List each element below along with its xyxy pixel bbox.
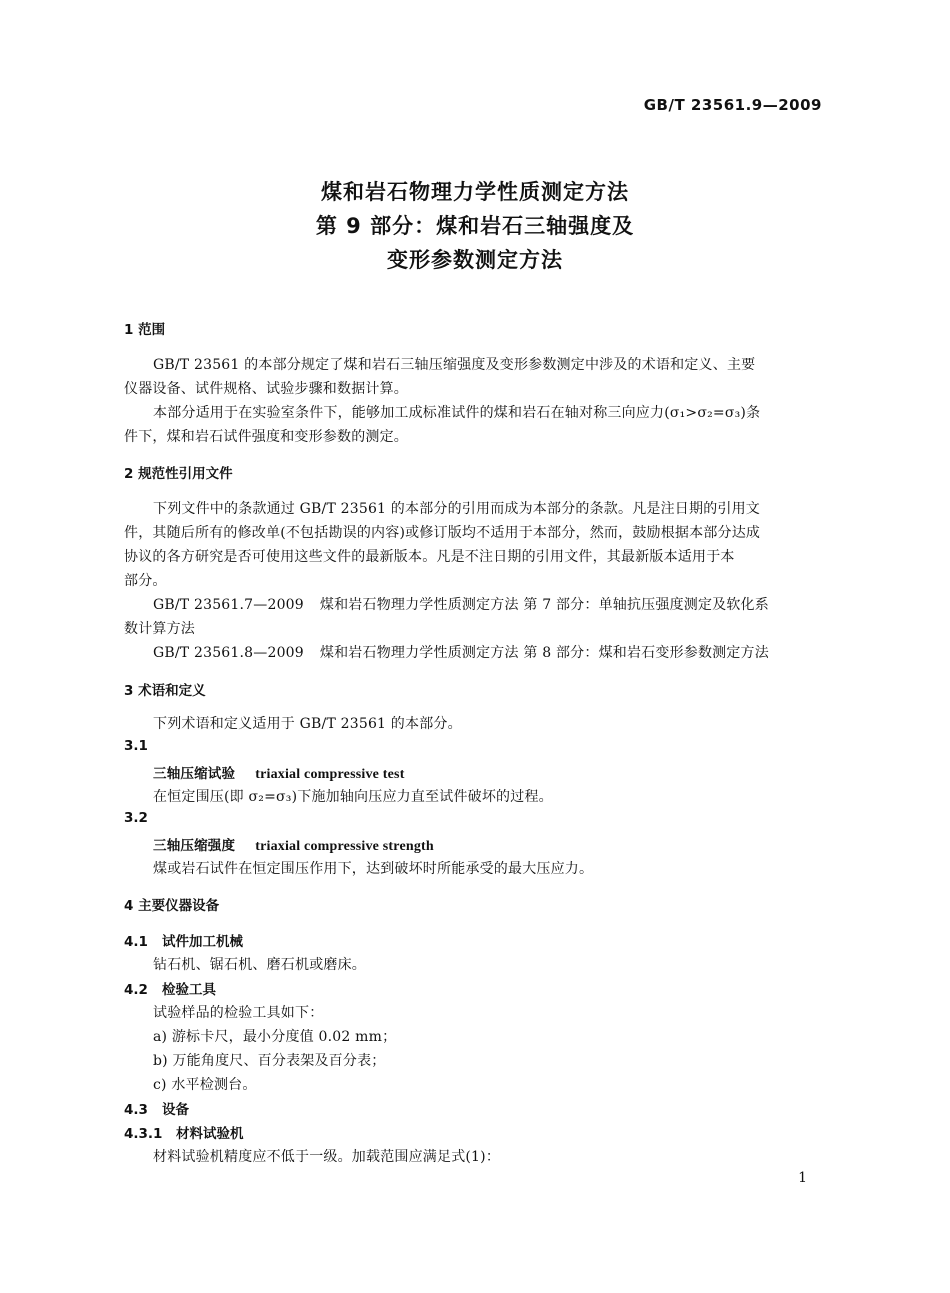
term-3-1-english: triaxial compressive test	[255, 767, 405, 782]
section-1-p2-line2: 件下，煤和岩石试件强度和变形参数的测定。	[124, 429, 408, 445]
subsection-4-2-title: 检验工具	[162, 982, 216, 998]
subsection-4-3-number: 4.3	[124, 1102, 148, 1118]
section-2-p1-line1: 下列文件中的条款通过 GB/T 23561 的本部分的引用而成为本部分的条款。凡是注日期的引用文	[153, 501, 761, 517]
section-3-intro: 下列术语和定义适用于 GB/T 23561 的本部分。	[153, 716, 462, 732]
title-line-1: 煤和岩石物理力学性质测定方法	[321, 180, 629, 204]
subsection-4-3-title: 设备	[162, 1102, 189, 1118]
term-3-1	[153, 762, 405, 783]
term-3-1-definition: 在恒定围压(即 σ₂=σ₃)下施加轴向压应力直至试件破坏的过程。	[153, 789, 553, 805]
section-4-heading: 4 主要仪器设备	[124, 898, 220, 914]
reference-1-title: 煤和岩石物理力学性质测定方法 第 7 部分：单轴抗压强度测定及软化系	[319, 597, 769, 613]
subsection-4-3	[124, 1098, 189, 1118]
title-line-3: 变形参数测定方法	[387, 248, 563, 272]
subsection-4-1-text: 钻石机、锯石机、磨石机或磨床。	[153, 957, 366, 973]
term-3-1-number: 3.1	[124, 738, 148, 754]
section-1-p1-line1: GB/T 23561 的本部分规定了煤和岩石三轴压缩强度及变形参数测定中涉及的术语和定义、主要	[153, 357, 756, 373]
subsection-4-2-intro: 试验样品的检验工具如下：	[153, 1005, 324, 1021]
reference-1	[153, 594, 769, 614]
term-3-1-chinese: 三轴压缩试验	[153, 766, 236, 782]
section-2-p1-line4: 部分。	[124, 573, 167, 589]
subsection-4-1-number: 4.1	[124, 934, 148, 950]
reference-2-code: GB/T 23561.8—2009	[153, 645, 304, 661]
term-3-2-number: 3.2	[124, 810, 148, 826]
term-3-2-definition: 煤或岩石试件在恒定围压作用下，达到破坏时所能承受的最大压应力。	[153, 861, 594, 877]
section-3-heading: 3 术语和定义	[124, 683, 206, 699]
standard-code: GB/T 23561.9—2009	[643, 96, 822, 114]
list-item-c: c) 水平检测台。	[153, 1077, 257, 1093]
section-1-heading: 1 范围	[124, 322, 166, 338]
subsection-4-2-number: 4.2	[124, 982, 148, 998]
term-3-2-chinese: 三轴压缩强度	[153, 838, 236, 854]
reference-2-title: 煤和岩石物理力学性质测定方法 第 8 部分：煤和岩石变形参数测定方法	[319, 645, 769, 661]
term-3-2	[153, 834, 434, 855]
section-2-p1-line2: 件，其随后所有的修改单(不包括勘误的内容)或修订版均不适用于本部分，然而，鼓励根据本部分达成	[124, 525, 761, 541]
list-item-b: b) 万能角度尺、百分表架及百分表；	[153, 1053, 386, 1069]
subsection-4-3-1-number: 4.3.1	[124, 1126, 163, 1142]
section-2-heading: 2 规范性引用文件	[124, 466, 233, 482]
subsection-4-3-1-text: 材料试验机精度应不低于一级。加载范围应满足式(1)：	[153, 1149, 501, 1165]
reference-1-code: GB/T 23561.7—2009	[153, 597, 304, 613]
reference-2	[153, 642, 769, 662]
page-number: 1	[798, 1170, 807, 1186]
subsection-4-3-1-title: 材料试验机	[176, 1126, 244, 1142]
list-item-a: a) 游标卡尺，最小分度值 0.02 mm；	[153, 1029, 397, 1045]
subsection-4-1-title: 试件加工机械	[162, 934, 243, 950]
reference-1-title-cont: 数计算方法	[124, 621, 195, 637]
subsection-4-2	[124, 978, 216, 998]
term-3-2-english: triaxial compressive strength	[255, 839, 434, 854]
subsection-4-3-1	[124, 1122, 244, 1142]
section-1-p2-line1: 本部分适用于在实验室条件下，能够加工成标准试件的煤和岩石在轴对称三向应力(σ₁>σ₂=σ₃)条	[153, 405, 761, 421]
section-1-p1-line2: 仪器设备、试件规格、试验步骤和数据计算。	[124, 381, 408, 397]
subsection-4-1	[124, 930, 243, 950]
title-line-2: 第 9 部分：煤和岩石三轴强度及	[315, 214, 635, 238]
section-2-p1-line3: 协议的各方研究是否可使用这些文件的最新版本。凡是不注日期的引用文件，其最新版本适用于本	[124, 549, 735, 565]
